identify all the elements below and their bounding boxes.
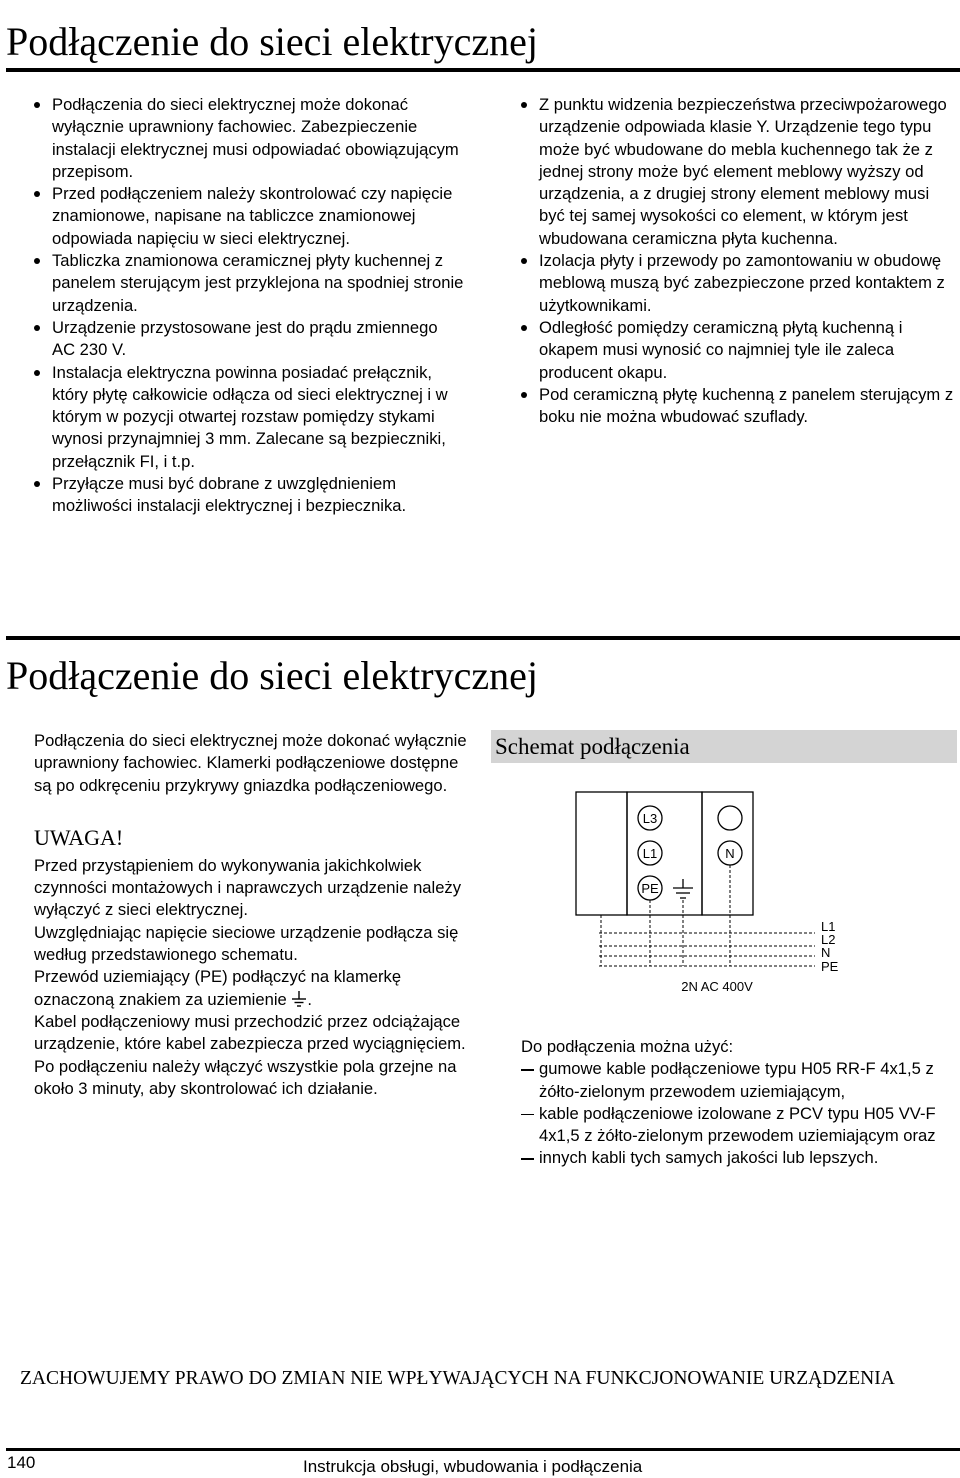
section1-left-column	[34, 94, 464, 518]
section2-left-column	[34, 730, 474, 1100]
list-item: Przed podłączeniem należy skontrolować czy napięcie znamionowe, napisane na tabliczce znamionowej odpowiada napięciu w sieci elektrycznej.	[34, 183, 464, 250]
line-label-pe: PE	[821, 959, 839, 974]
terminal-top-right	[718, 806, 742, 830]
cables-intro: Do podłączenia można użyć:	[521, 1037, 734, 1056]
earth-instruction-text: Przewód uziemiający (PE) podłączyć na klamerkę oznaczoną znakiem za uziemienie	[34, 967, 402, 1009]
list-item: Z punktu widzenia bezpieczeństwa przeciwpożarowego urządzenie odpowiada klasie Y. Urządzenie tego typu może być wbudowane do mebla kuchennego tak że z jednej strony może być element meblowy wyższy od urządzenia, a z drugiej strony element meblowy musi być tej samej wysokości co element, w którym jest wbudowana ceramiczna płyta kuchenna.	[521, 94, 957, 250]
earth-instruction-end: .	[307, 989, 312, 1009]
line-label-l2: L2	[821, 932, 836, 947]
warning-heading: UWAGA!	[34, 824, 124, 850]
section2-title: Podłączenie do sieci elektrycznej	[6, 653, 538, 698]
list-item: Tabliczka znamionowa ceramicznej płyty kuchennej z panelem sterującym jest przyklejona na spodniej stronie urządzenia.	[34, 250, 464, 317]
list-item: Pod ceramiczną płytę kuchenną z panelem sterującym z boku nie można wbudować szuflady.	[521, 384, 957, 429]
list-item: kable podłączeniowe izolowane z PCV typu H05 VV-F 4x1,5 z żółto-zielonym przewodem uziemiającym oraz	[521, 1103, 957, 1148]
supply-label: 2N AC 400V	[681, 979, 753, 994]
line-label-n: N	[821, 945, 831, 960]
page-number: 140	[7, 1453, 36, 1472]
terminal-n-label: N	[725, 846, 735, 861]
terminal-l3-label: L3	[642, 811, 658, 826]
section1-title: Podłączenie do sieci elektrycznej	[6, 19, 538, 64]
warning-paragraph: Kabel podłączeniowy musi przechodzić przez odciążające urządzenie, które kabel zabezpiecza przed wyciągnięciem.	[34, 1011, 466, 1054]
list-item: Instalacja elektryczna powinna posiadać prełącznik, który płytę całkowicie odłącza od sieci elektrycznej i w którym w pozycji otwartej rozstaw pomiędzy stykami wynosi przynajmniej 3 mm. Zalecane są bezpieczniki, przełącznik FI, i t.p.	[34, 362, 464, 473]
list-item: Przyłącze musi być dobrane z uwzględnieniem możliwości instalacji elektrycznej i bezpiecznika.	[34, 473, 464, 518]
terminal-pe-label: PE	[641, 881, 659, 896]
warning-paragraph: Po podłączeniu należy włączyć wszystkie pola grzejne na około 3 minuty, aby skontrolować ich działanie.	[34, 1056, 457, 1098]
schema-heading: Schemat podłączenia	[491, 730, 957, 763]
section2-right-column	[521, 1036, 957, 1170]
line-label-l1: L1	[821, 919, 836, 934]
terminal-l1-label: L1	[642, 846, 658, 861]
section1-right-column	[521, 94, 957, 428]
list-item: Podłączenia do sieci elektrycznej może dokonać wyłącznie uprawniony fachowiec. Zabezpieczenie instalacji elektrycznej musi odpowiadać obowiązującym przepisom.	[34, 94, 464, 183]
list-item: Izolacja płyty i przewody po zamontowaniu w obudowę meblową muszą być zabezpieczone przed kontaktem z użytkownikami.	[521, 250, 957, 317]
list-item: Odległość pomiędzy ceramiczną płytą kuchenną i okapem musi wynosić co najmniej tyle ile zaleca producent okapu.	[521, 317, 957, 384]
list-item: Urządzenie przystosowane jest do prądu zmiennego AC 230 V.	[34, 317, 464, 362]
list-item: gumowe kable podłączeniowe typu H05 RR-F 4x1,5 z żółto-zielonym przewodem uziemiającym,	[521, 1058, 957, 1103]
wiring-diagram	[565, 788, 865, 998]
footer-rule	[6, 1448, 960, 1451]
warning-paragraph	[34, 966, 474, 1011]
footer-note: ZACHOWUJEMY PRAWO DO ZMIAN NIE WPŁYWAJĄCYCH NA FUNKCJONOWANIE URZĄDZENIA	[20, 1368, 895, 1389]
intro-paragraph: Podłączenia do sieci elektrycznej może dokonać wyłącznie uprawniony fachowiec. Klamerki podłączeniowe dostępne są po odkręceniu przykrywy gniazdka podłączeniowego.	[34, 731, 467, 795]
section1-rule	[6, 68, 960, 72]
warning-paragraph: Uwzględniając napięcie sieciowe urządzenie podłącza się według przedstawionego schematu.	[34, 922, 459, 965]
section2-rule	[6, 636, 960, 640]
list-item: innych kabli tych samych jakości lub lepszych.	[521, 1147, 957, 1169]
warning-paragraph: Przed przystąpieniem do wykonywania jakichkolwiek czynności montażowych i naprawczych urządzenie należy wyłączyć z sieci elektrycznej.	[34, 855, 462, 920]
earth-ground-icon	[673, 879, 693, 898]
footer-doc-title: Instrukcja obsługi, wbudowania i podłączenia	[303, 1457, 643, 1476]
earth-ground-icon	[291, 991, 307, 1007]
